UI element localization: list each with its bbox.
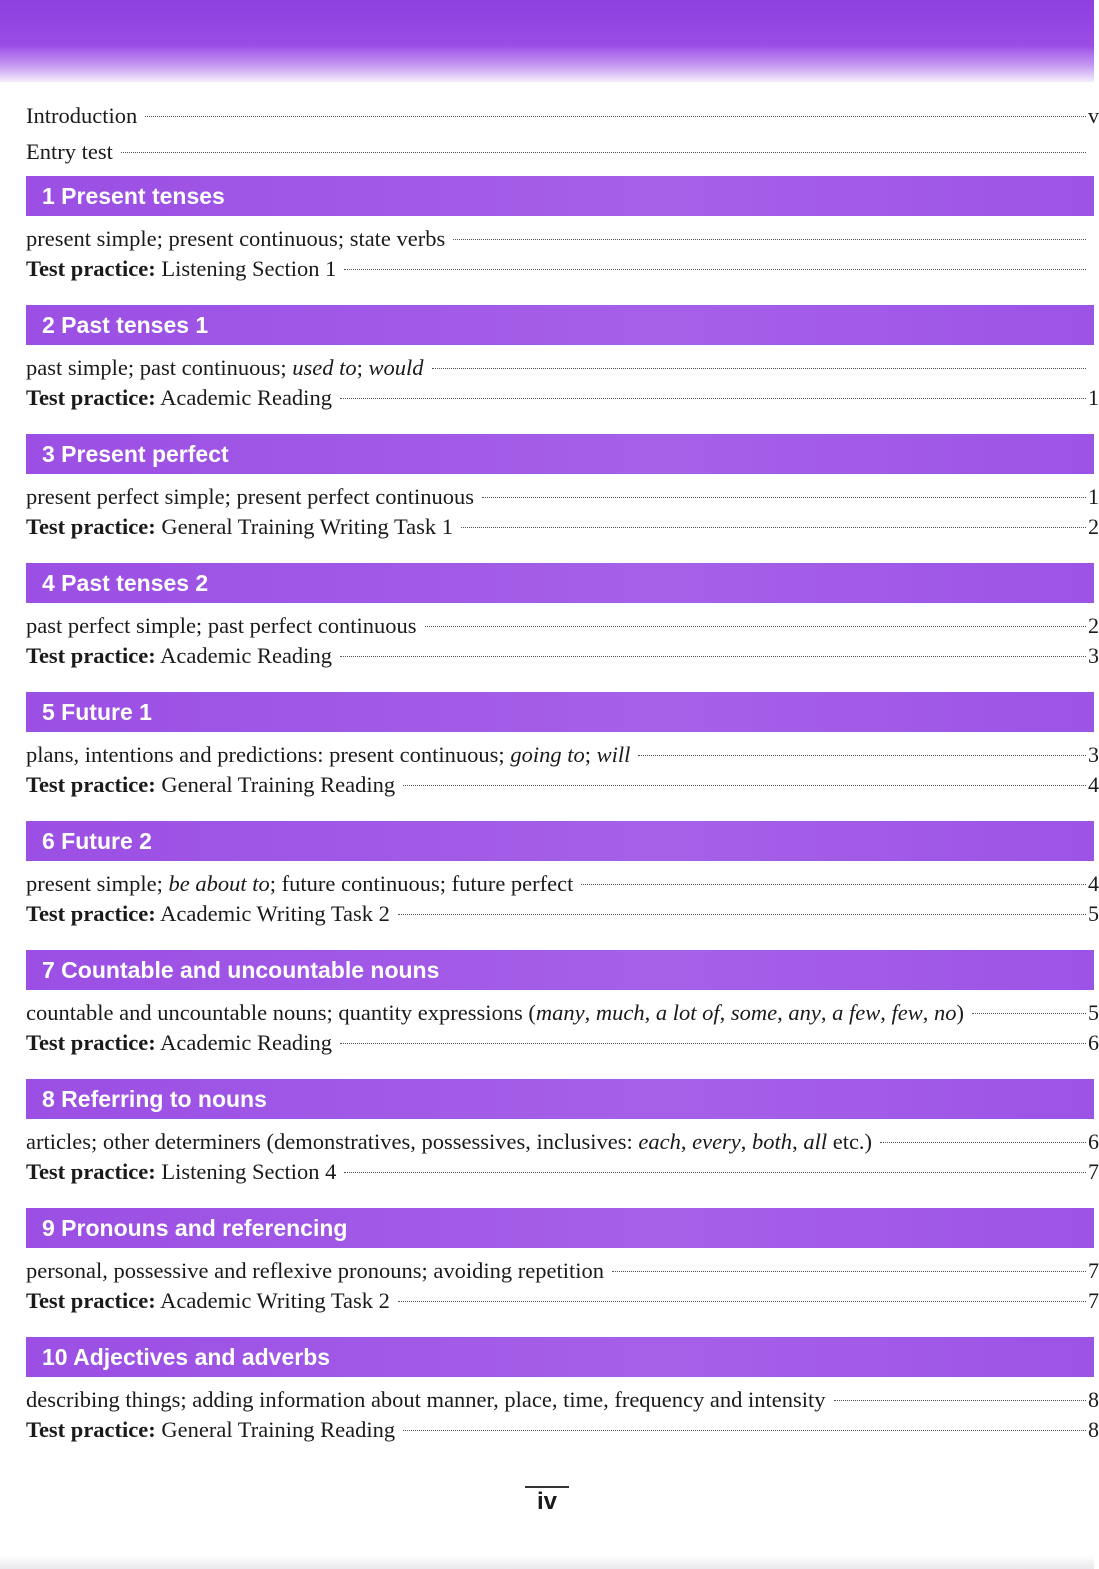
entry-label: past simple; past continuous; used to; would bbox=[26, 355, 424, 380]
entry-label: Test practice: General Training Reading bbox=[26, 1417, 396, 1442]
entry-page-number: 3 bbox=[1088, 643, 1099, 668]
dot-leader bbox=[398, 1301, 1086, 1302]
dot-leader bbox=[482, 497, 1086, 498]
dot-leader bbox=[453, 239, 1086, 240]
entry-page-number: 4 bbox=[1088, 772, 1099, 797]
toc-entry[interactable] bbox=[0, 899, 1099, 929]
dot-leader bbox=[461, 527, 1086, 528]
entry-label: Introduction bbox=[26, 103, 138, 128]
unit-section bbox=[0, 176, 1094, 284]
toc-entry-front[interactable] bbox=[0, 100, 1099, 132]
toc-entry[interactable] bbox=[0, 482, 1099, 512]
entry-label: present perfect simple; present perfect continuous bbox=[26, 484, 474, 509]
entry-page-number: 2 bbox=[1088, 613, 1099, 638]
toc-entry[interactable] bbox=[0, 770, 1099, 800]
bottom-edge bbox=[0, 1555, 1094, 1569]
entry-label: articles; other determiners (demonstratives, possessives, inclusives: each, every, both, all etc.) bbox=[26, 1129, 873, 1154]
dot-leader bbox=[344, 269, 1086, 270]
dot-leader bbox=[432, 368, 1086, 369]
dot-leader bbox=[581, 884, 1086, 885]
unit-section bbox=[0, 1337, 1099, 1445]
dot-leader bbox=[638, 755, 1086, 756]
entry-page-number: 8 bbox=[1088, 1417, 1099, 1442]
entry-label: Test practice: Academic Writing Task 2 bbox=[26, 1288, 390, 1313]
unit-section bbox=[0, 950, 1099, 1058]
entry-page-number: v bbox=[1088, 103, 1099, 128]
entry-label: Test practice: General Training Reading bbox=[26, 772, 396, 797]
toc-entry[interactable] bbox=[0, 1385, 1099, 1415]
entry-label: Test practice: General Training Writing Task 1 bbox=[26, 514, 454, 539]
dot-leader bbox=[880, 1142, 1086, 1143]
unit-section bbox=[0, 1208, 1099, 1316]
unit-heading[interactable]: 2 Past tenses 1 bbox=[26, 305, 1094, 345]
entry-page-number: 1 bbox=[1088, 484, 1099, 509]
entry-page-number: 5 bbox=[1088, 1000, 1099, 1025]
entry-page-number: 6 bbox=[1088, 1129, 1099, 1154]
entry-label: past perfect simple; past perfect continuous bbox=[26, 613, 417, 638]
entry-label: Test practice: Academic Writing Task 2 bbox=[26, 901, 390, 926]
toc-entry[interactable] bbox=[0, 1415, 1099, 1445]
entry-page-number: 3 bbox=[1088, 742, 1099, 767]
entry-page-number: 7 bbox=[1088, 1288, 1099, 1313]
entry-label: present simple; be about to; future continuous; future perfect bbox=[26, 871, 574, 896]
toc-entry[interactable] bbox=[0, 1127, 1099, 1157]
entry-page-number: 5 bbox=[1088, 901, 1099, 926]
dot-leader bbox=[145, 116, 1086, 117]
header-band bbox=[0, 0, 1094, 82]
page-number-label: iv bbox=[525, 1486, 569, 1515]
toc-entry[interactable] bbox=[0, 512, 1099, 542]
dot-leader bbox=[425, 626, 1087, 627]
dot-leader bbox=[612, 1271, 1086, 1272]
toc-entry[interactable] bbox=[0, 353, 1094, 383]
unit-heading[interactable]: 3 Present perfect bbox=[26, 434, 1094, 474]
unit-section bbox=[0, 434, 1099, 542]
entry-page-number: 8 bbox=[1088, 1387, 1099, 1412]
entry-label: personal, possessive and reflexive pronouns; avoiding repetition bbox=[26, 1258, 604, 1283]
unit-heading[interactable]: 7 Countable and uncountable nouns bbox=[26, 950, 1094, 990]
entry-label: countable and uncountable nouns; quantity expressions (many, much, a lot of, some, any, a few, few, no) bbox=[26, 1000, 965, 1025]
entry-label: Test practice: Listening Section 1 bbox=[26, 256, 337, 281]
unit-section bbox=[0, 692, 1099, 800]
toc-entry[interactable] bbox=[0, 1028, 1099, 1058]
dot-leader bbox=[344, 1172, 1086, 1173]
unit-heading[interactable]: 4 Past tenses 2 bbox=[26, 563, 1094, 603]
unit-section bbox=[0, 563, 1099, 671]
dot-leader bbox=[834, 1400, 1086, 1401]
toc-entry[interactable] bbox=[0, 740, 1099, 770]
dot-leader bbox=[340, 398, 1086, 399]
table-of-contents bbox=[0, 100, 1099, 1445]
entry-label: Test practice: Academic Reading bbox=[26, 643, 332, 668]
entry-label: Test practice: Academic Reading bbox=[26, 385, 332, 410]
dot-leader bbox=[340, 1043, 1086, 1044]
unit-heading[interactable]: 5 Future 1 bbox=[26, 692, 1094, 732]
toc-entry[interactable] bbox=[0, 641, 1099, 671]
dot-leader bbox=[340, 656, 1086, 657]
entry-label: describing things; adding information about manner, place, time, frequency and intensity bbox=[26, 1387, 826, 1412]
dot-leader bbox=[972, 1013, 1086, 1014]
dot-leader bbox=[403, 1430, 1086, 1431]
dot-leader bbox=[121, 152, 1086, 153]
entry-page-number: 7 bbox=[1088, 1159, 1099, 1184]
toc-entry[interactable] bbox=[0, 998, 1099, 1028]
entry-page-number: 7 bbox=[1088, 1258, 1099, 1283]
toc-entry[interactable] bbox=[0, 383, 1099, 413]
toc-entry[interactable] bbox=[0, 224, 1094, 254]
page-number bbox=[0, 1488, 1094, 1516]
toc-entry[interactable] bbox=[0, 1256, 1099, 1286]
toc-entry[interactable] bbox=[0, 1286, 1099, 1316]
entry-page-number: 1 bbox=[1088, 385, 1099, 410]
entry-page-number: 6 bbox=[1088, 1030, 1099, 1055]
entry-label: plans, intentions and predictions: present continuous; going to; will bbox=[26, 742, 631, 767]
toc-entry[interactable] bbox=[0, 1157, 1099, 1187]
toc-entry[interactable] bbox=[0, 611, 1099, 641]
entry-label: Test practice: Academic Reading bbox=[26, 1030, 332, 1055]
entry-label: Test practice: Listening Section 4 bbox=[26, 1159, 337, 1184]
dot-leader bbox=[398, 914, 1086, 915]
toc-entry[interactable] bbox=[0, 254, 1094, 284]
toc-entry[interactable] bbox=[0, 869, 1099, 899]
dot-leader bbox=[403, 785, 1086, 786]
unit-section bbox=[0, 821, 1099, 929]
toc-entry-front[interactable] bbox=[0, 136, 1094, 168]
unit-heading[interactable]: 10 Adjectives and adverbs bbox=[26, 1337, 1094, 1377]
unit-heading[interactable]: 6 Future 2 bbox=[26, 821, 1094, 861]
unit-heading[interactable]: 1 Present tenses bbox=[26, 176, 1094, 216]
unit-heading[interactable]: 9 Pronouns and referencing bbox=[26, 1208, 1094, 1248]
entry-page-number: 2 bbox=[1088, 514, 1099, 539]
unit-heading[interactable]: 8 Referring to nouns bbox=[26, 1079, 1094, 1119]
unit-section bbox=[0, 1079, 1099, 1187]
entry-page-number: 4 bbox=[1088, 871, 1099, 896]
entry-label: Entry test bbox=[26, 139, 113, 164]
unit-section bbox=[0, 305, 1099, 413]
entry-label: present simple; present continuous; state verbs bbox=[26, 226, 446, 251]
